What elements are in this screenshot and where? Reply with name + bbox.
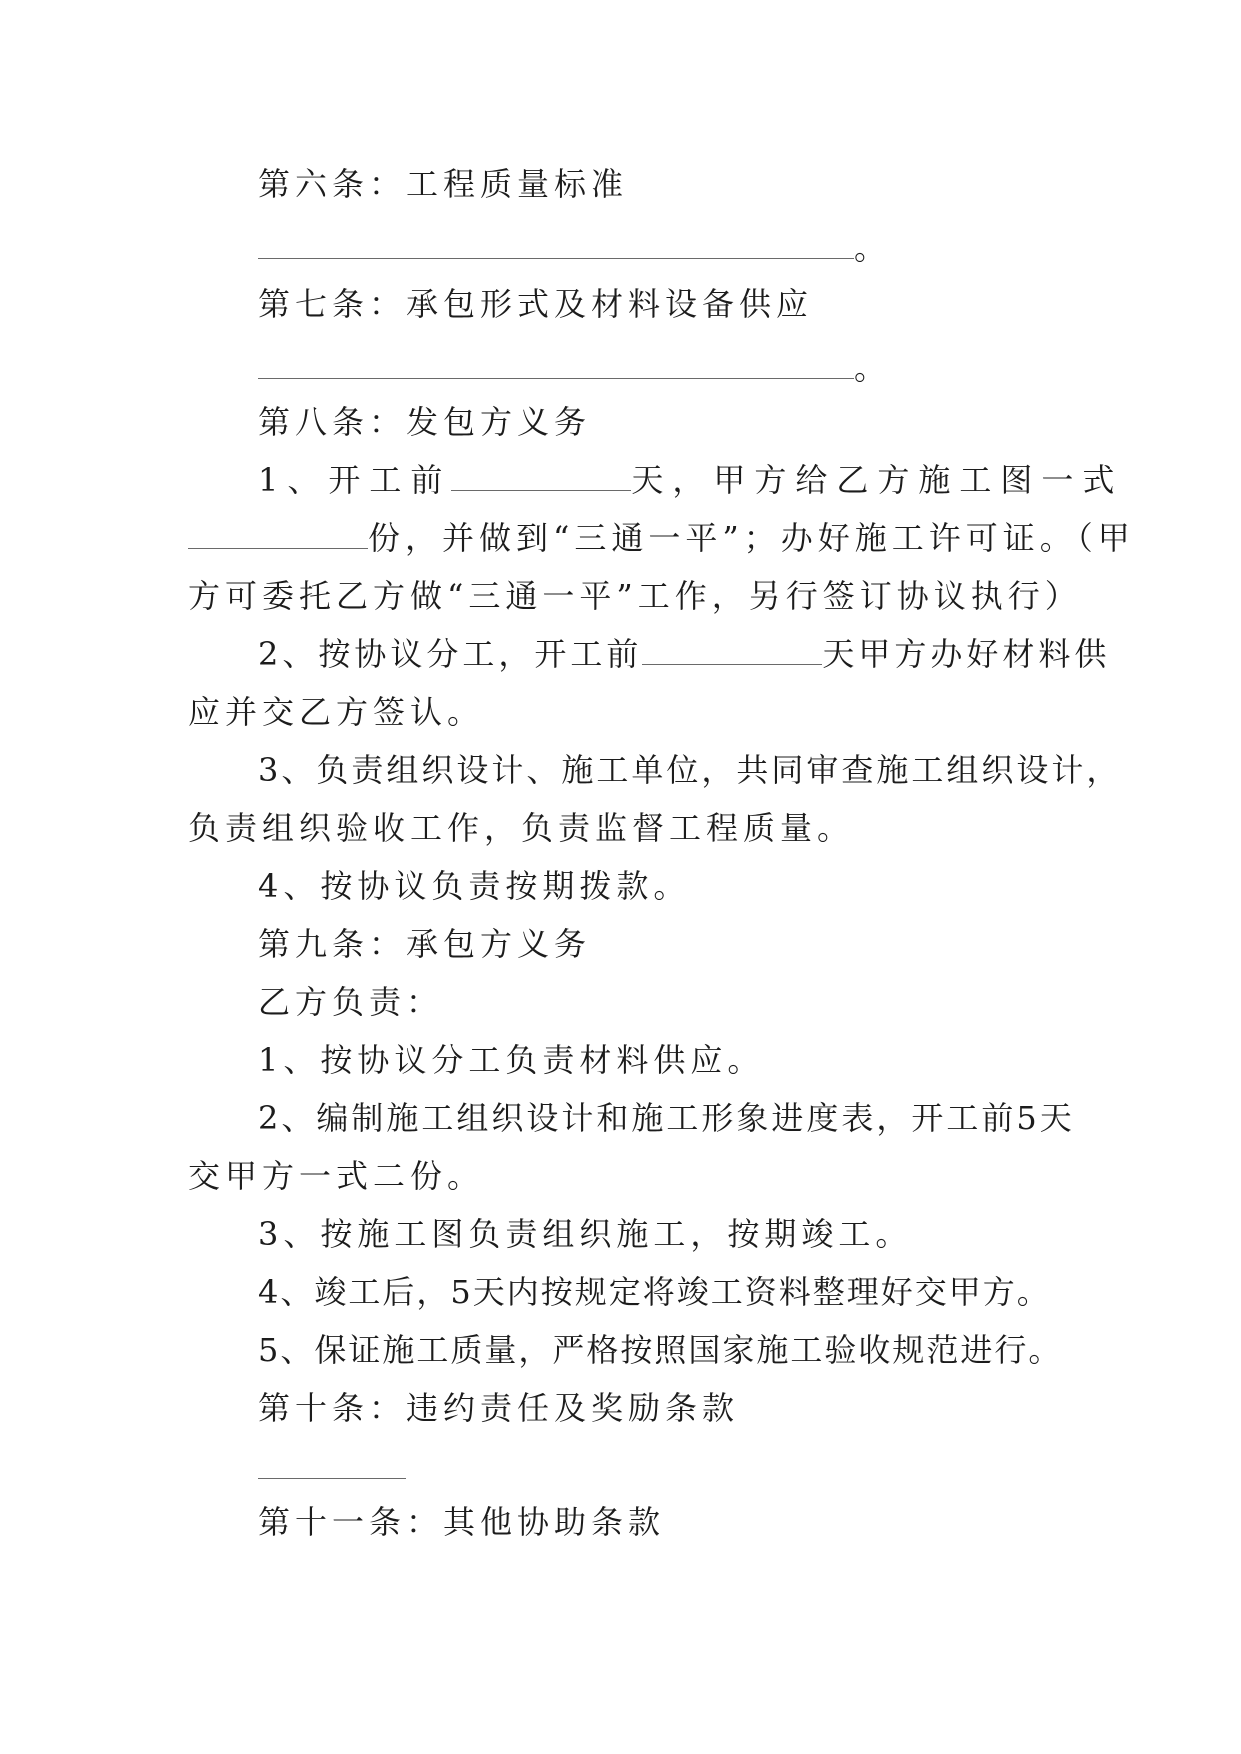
blank-copies[interactable] <box>188 522 368 549</box>
article-9-item-3: 3、按施工图负责组织施工，按期竣工。 <box>258 1215 913 1253</box>
article-10-fill-line[interactable] <box>258 1448 406 1488</box>
period: 。 <box>854 349 892 387</box>
article-8-item-1-line-2 <box>188 518 1135 558</box>
article-11-title: 第十一条：其他协助条款 <box>258 1503 666 1541</box>
article-10-title: 第十条：违约责任及奖励条款 <box>258 1389 740 1427</box>
item-2-lead: 2、按协议分工，开工前 <box>258 635 643 673</box>
item-1-mid: 天，甲方给乙方施工图一式 <box>631 461 1124 499</box>
article-8-item-1-line-3: 方可委托乙方做“三通一平”工作，另行签订协议执行） <box>188 577 1082 615</box>
item-1-lead: 1、开工前 <box>258 461 452 499</box>
article-8-item-3-line-1: 3、负责组织设计、施工单位，共同审查施工组织设计， <box>258 751 1122 789</box>
blank-underline[interactable] <box>258 1452 406 1479</box>
article-8-item-1-line-1 <box>258 460 1123 500</box>
article-9-item-2-line-2: 交甲方一式二份。 <box>188 1157 485 1195</box>
blank-underline[interactable] <box>258 232 854 259</box>
item-2-mid: 天甲方办好材料供 <box>822 635 1111 673</box>
article-9-item-4: 4、竣工后，5天内按规定将竣工资料整理好交甲方。 <box>258 1273 1051 1311</box>
article-8-item-3-line-2: 负责组织验收工作，负责监督工程质量。 <box>188 809 855 847</box>
article-8-title: 第八条：发包方义务 <box>258 403 592 441</box>
article-9-item-1: 1、按协议分工负责材料供应。 <box>258 1041 765 1079</box>
blank-days[interactable] <box>451 464 631 491</box>
article-9-title: 第九条：承包方义务 <box>258 925 592 963</box>
item-1-cont: 份，并做到“三通一平”；办好施工许可证。（甲 <box>368 519 1135 557</box>
article-9-item-2-line-1: 2、编制施工组织设计和施工形象进度表，开工前5天 <box>258 1099 1075 1137</box>
article-6-fill-line[interactable] <box>258 228 891 268</box>
article-8-item-2-line-1 <box>258 634 1110 674</box>
article-9-intro: 乙方负责： <box>258 983 444 1021</box>
article-6-title: 第六条：工程质量标准 <box>258 165 629 203</box>
article-7-title: 第七条：承包形式及材料设备供应 <box>258 285 814 323</box>
article-8-item-2-line-2: 应并交乙方签认。 <box>188 693 485 731</box>
article-8-item-4: 4、按协议负责按期拨款。 <box>258 867 691 905</box>
blank-underline[interactable] <box>258 352 854 379</box>
article-9-item-5: 5、保证施工质量，严格按照国家施工验收规范进行。 <box>258 1331 1063 1369</box>
blank-days[interactable] <box>642 638 822 665</box>
period: 。 <box>854 229 892 267</box>
article-7-fill-line[interactable] <box>258 348 891 388</box>
